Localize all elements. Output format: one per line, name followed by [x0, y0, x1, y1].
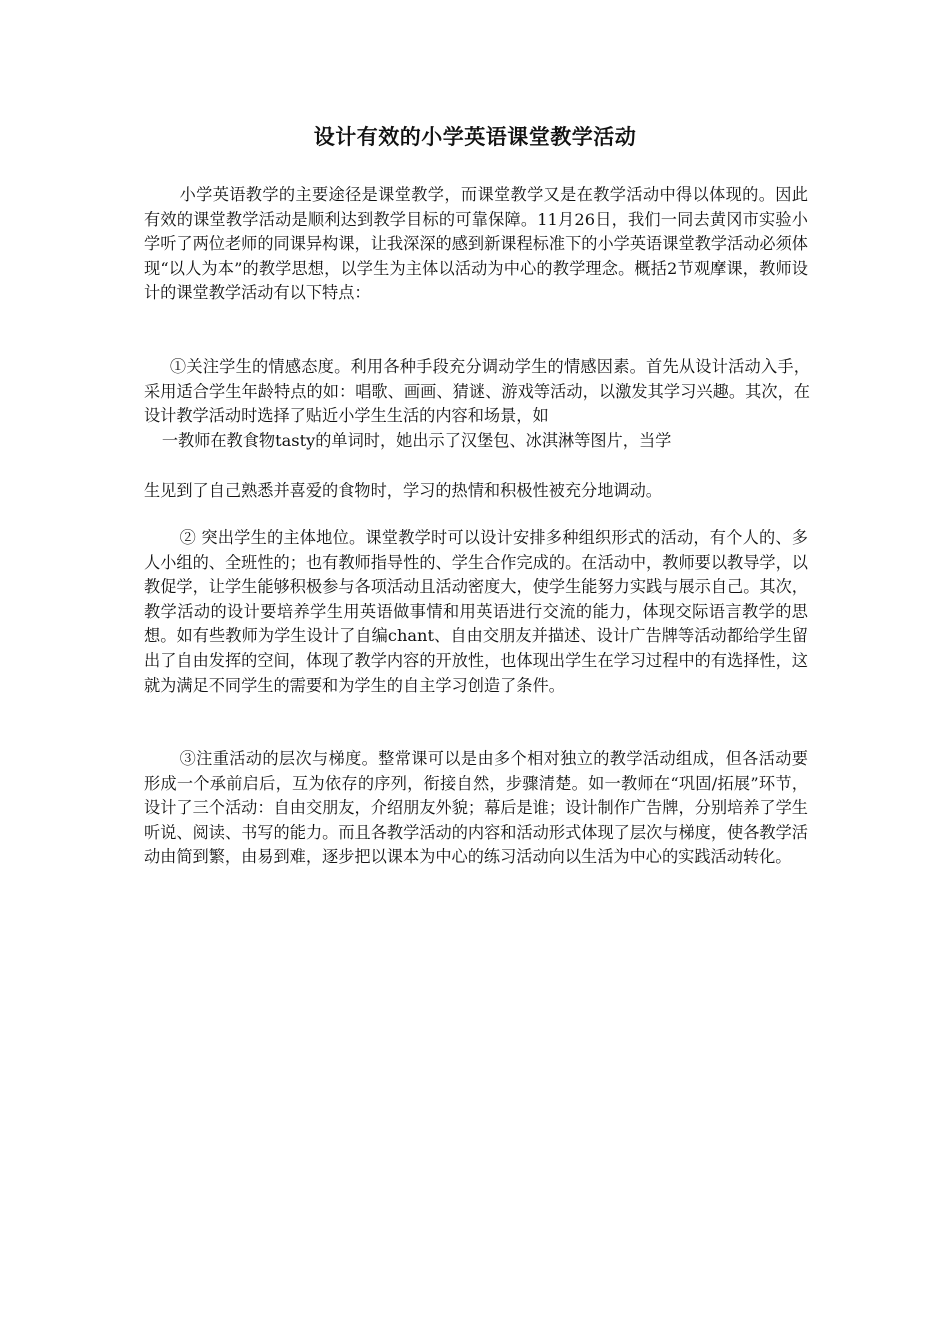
point-three-paragraph: ③注重活动的层次与梯度。整常课可以是由多个相对独立的教学活动组成，但各活动要形成一个承前启后，互为依存的序列，衔接自然，步骤清楚。如一教师在“巩固/拓展”环节，设计了三个活动：自由交朋友，介绍朋友外貌；幕后是谁；设计制作广告牌，分别培养了学生听说、阅读、书写的能力。而且各教学活动的内容和活动形式体现了层次与梯度，使各教学活动由简到繁，由易到难，逐步把以课本为中心的练习活动向以生活为中心的实践活动转化。: [144, 749, 808, 867]
point-one-text: ①关注学生的情感态度。利用各种手段充分调动学生的情感因素。首先从设计活动入手，采用适合学生年龄特点的如：唱歌、画画、猜谜、游戏等活动，以激发其学习兴趣。其次，在设计教学活动时选择了贴近小学生生活的内容和场景，如: [144, 357, 810, 426]
point-one-paragraph: [144, 355, 810, 453]
document-title: 设计有效的小学英语课堂教学活动: [313, 125, 637, 149]
intro-paragraph: 小学英语教学的主要途径是课堂教学，而课堂教学又是在教学活动中得以体现的。因此有效的课堂教学活动是顺利达到教学目标的可靠保障。11月26日，我们一同去黄冈市实验小学听了两位老师的同课异构课，让我深深的感到新课程标准下的小学英语课堂教学活动必须体现“以人为本”的教学思想，以学生为主体以活动为中心的教学理念。概括2节观摩课，教师设计的课堂教学活动有以下特点：: [144, 185, 808, 303]
point-two-paragraph: ② 突出学生的主体地位。课堂教学时可以设计安排多种组织形式的活动，有个人的、多人小组的、全班性的；也有教师指导性的、学生合作完成的。在活动中，教师要以教导学，以教促学，让学生能够积极参与各项活动且活动密度大，使学生能努力实践与展示自己。其次，教学活动的设计要培养学生用英语做事情和用英语进行交流的能力，体现交际语言教学的思想。如有些教师为学生设计了自编chant、自由交朋友并描述、设计广告牌等活动都给学生留出了自由发挥的空间，体现了教学内容的开放性，也体现出学生在学习过程中的有选择性，这就为满足不同学生的需要和为学生的自主学习创造了条件。: [144, 528, 808, 695]
point-one-continuation: 生见到了自己熟悉并喜爱的食物时，学习的热情和积极性被充分地调动。: [144, 481, 662, 500]
point-one-text-continued: 一教师在教食物tasty的单词时，她出示了汉堡包、冰淇淋等图片，当学: [161, 430, 672, 450]
